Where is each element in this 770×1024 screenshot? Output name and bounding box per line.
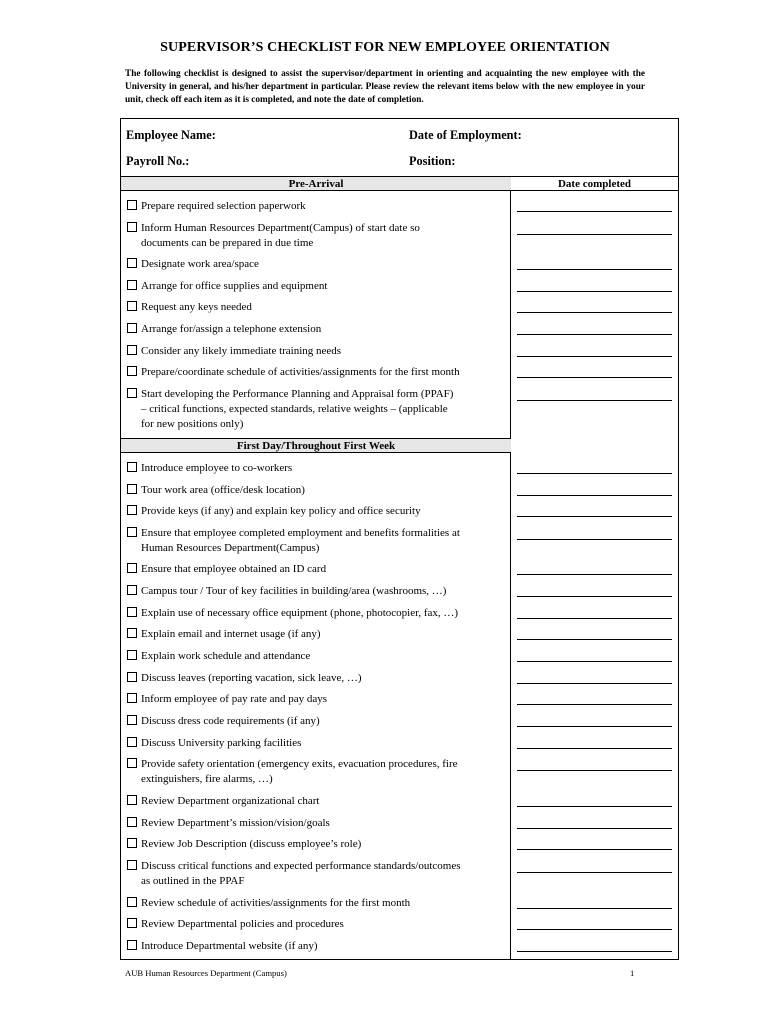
checkbox[interactable]: [127, 672, 137, 682]
checklist-item-text: Review Department organizational chart: [141, 795, 320, 807]
checklist-item-text: Discuss leaves (reporting vacation, sick leave, …): [141, 672, 362, 684]
checkbox[interactable]: [127, 280, 137, 290]
date-completed-field[interactable]: [517, 539, 672, 540]
date-completed-field[interactable]: [517, 400, 672, 401]
checklist-item: [127, 279, 507, 294]
checklist-item: [127, 627, 507, 642]
checklist-item: [127, 714, 507, 729]
date-completed-field[interactable]: [517, 211, 672, 212]
checkbox[interactable]: [127, 795, 137, 805]
checklist-item: [127, 322, 507, 337]
date-completed-header: Date completed: [511, 176, 678, 191]
checklist-item-text: Explain use of necessary office equipment (phone, photocopier, fax, …): [141, 607, 459, 619]
checklist-item-text: documents can be prepared in due time: [141, 237, 314, 249]
date-completed-field[interactable]: [517, 312, 672, 313]
checklist-item: [127, 757, 507, 787]
checkbox[interactable]: [127, 897, 137, 907]
checklist-item: [127, 692, 507, 707]
date-completed-field[interactable]: [517, 574, 672, 575]
date-completed-field[interactable]: [517, 618, 672, 619]
date-completed-field[interactable]: [517, 806, 672, 807]
date-completed-field[interactable]: [517, 291, 672, 292]
checkbox[interactable]: [127, 737, 137, 747]
checkbox[interactable]: [127, 366, 137, 376]
checkbox[interactable]: [127, 607, 137, 617]
date-completed-field[interactable]: [517, 872, 672, 873]
checkbox[interactable]: [127, 505, 137, 515]
checklist-item: [127, 344, 507, 359]
checklist-item-text: Discuss dress code requirements (if any): [141, 715, 320, 727]
checklist-item-text: as outlined in the PPAF: [141, 875, 245, 887]
date-completed-field[interactable]: [517, 473, 672, 474]
checkbox[interactable]: [127, 258, 137, 268]
checkbox[interactable]: [127, 693, 137, 703]
checkbox[interactable]: [127, 817, 137, 827]
date-completed-field[interactable]: [517, 908, 672, 909]
checklist-item: [127, 859, 507, 889]
checklist-item-text: extinguishers, fire alarms, …): [141, 773, 273, 785]
checklist-item: [127, 606, 507, 621]
date-completed-field[interactable]: [517, 596, 672, 597]
date-of-employment-label: Date of Employment:: [409, 128, 522, 142]
checklist-item-text: Inform Human Resources Department(Campus) of start date so: [141, 222, 420, 234]
date-completed-field[interactable]: [517, 828, 672, 829]
checklist-item: [127, 896, 507, 911]
checklist-item-text: Request any keys needed: [141, 301, 252, 313]
checkbox[interactable]: [127, 222, 137, 232]
footer-page-number: 1: [630, 968, 635, 978]
checklist-item-text: Prepare/coordinate schedule of activities/assignments for the first month: [141, 366, 460, 378]
checklist-item: [127, 365, 507, 380]
date-completed-field[interactable]: [517, 495, 672, 496]
document-title: SUPERVISOR’S CHECKLIST FOR NEW EMPLOYEE ORIENTATION: [160, 40, 610, 55]
date-completed-field[interactable]: [517, 726, 672, 727]
checkbox[interactable]: [127, 585, 137, 595]
checklist-item-text: Ensure that employee obtained an ID card: [141, 563, 327, 575]
checklist-item-text: for new positions only): [141, 418, 244, 430]
checklist-item-text: Introduce employee to co-workers: [141, 462, 293, 474]
date-completed-field[interactable]: [517, 929, 672, 930]
checkbox[interactable]: [127, 200, 137, 210]
checklist-item-text: Explain work schedule and attendance: [141, 650, 311, 662]
section-header: First Day/Throughout First Week: [121, 438, 511, 453]
checkbox[interactable]: [127, 323, 137, 333]
checklist-item-text: Inform employee of pay rate and pay days: [141, 693, 328, 705]
checklist-item-text: Provide safety orientation (emergency exits, evacuation procedures, fire: [141, 758, 458, 770]
date-completed-field[interactable]: [517, 849, 672, 850]
checklist-item-text: Discuss University parking facilities: [141, 737, 302, 749]
checklist-item: [127, 584, 507, 599]
checkbox[interactable]: [127, 484, 137, 494]
checklist-item-text: Review Departmental policies and procedures: [141, 918, 344, 930]
checklist-item-text: – critical functions, expected standards, relative weights – (applicable: [141, 403, 448, 415]
date-completed-field[interactable]: [517, 748, 672, 749]
date-completed-field[interactable]: [517, 516, 672, 517]
checklist-item: [127, 649, 507, 664]
date-completed-field[interactable]: [517, 639, 672, 640]
checklist-item-text: Provide keys (if any) and explain key policy and office security: [141, 505, 421, 517]
checkbox[interactable]: [127, 563, 137, 573]
date-completed-field[interactable]: [517, 661, 672, 662]
date-completed-field[interactable]: [517, 770, 672, 771]
date-completed-field[interactable]: [517, 356, 672, 357]
checklist-item: [127, 794, 507, 809]
checklist-item: [127, 199, 507, 214]
checkbox[interactable]: [127, 918, 137, 928]
checklist-item-text: Review Job Description (discuss employee’s role): [141, 838, 362, 850]
checkbox[interactable]: [127, 388, 137, 398]
checklist-item: [127, 939, 507, 954]
checklist-item-text: Introduce Departmental website (if any): [141, 940, 318, 952]
date-completed-field[interactable]: [517, 269, 672, 270]
date-completed-field[interactable]: [517, 377, 672, 378]
date-completed-field[interactable]: [517, 951, 672, 952]
column-divider: [510, 176, 511, 959]
checklist-item: [127, 221, 507, 251]
checklist-item: [127, 461, 507, 476]
checklist-item: [127, 917, 507, 932]
checkbox[interactable]: [127, 462, 137, 472]
checkbox[interactable]: [127, 345, 137, 355]
checklist-item-text: Human Resources Department(Campus): [141, 542, 320, 554]
checklist-item: [127, 736, 507, 751]
checkbox[interactable]: [127, 301, 137, 311]
checkbox[interactable]: [127, 860, 137, 870]
checklist-item: [127, 483, 507, 498]
checkbox[interactable]: [127, 715, 137, 725]
checklist-item-text: Consider any likely immediate training needs: [141, 345, 342, 357]
checklist-item: [127, 504, 507, 519]
intro-paragraph: The following checklist is designed to assist the supervisor/department in orienting and acquainting the new employee with the University in general, and his/her department in particular. Please review the relevant items below with the new employee in your unit, check off each item as it is completed, and note the date of completion.: [125, 69, 645, 106]
checkbox[interactable]: [127, 838, 137, 848]
payroll-no-label: Payroll No.:: [126, 154, 190, 168]
checklist-item-text: Prepare required selection paperwork: [141, 200, 306, 212]
checklist-item-text: Arrange for office supplies and equipment: [141, 280, 328, 292]
checklist-item: [127, 300, 507, 315]
date-completed-field[interactable]: [517, 234, 672, 235]
checklist-item-text: Start developing the Performance Planning and Appraisal form (PPAF): [141, 388, 454, 400]
checkbox[interactable]: [127, 628, 137, 638]
position-label: Position:: [409, 154, 456, 168]
date-completed-field[interactable]: [517, 683, 672, 684]
checklist-item-text: Arrange for/assign a telephone extension: [141, 323, 322, 335]
checkbox[interactable]: [127, 758, 137, 768]
footer-department: AUB Human Resources Department (Campus): [125, 968, 287, 978]
checklist-item-text: Review Department’s mission/vision/goals: [141, 817, 330, 829]
checklist-item: [127, 526, 507, 556]
checklist-item-text: Designate work area/space: [141, 258, 259, 270]
checklist-item: [127, 816, 507, 831]
checklist-item: [127, 562, 507, 577]
checklist-item-text: Review schedule of activities/assignments for the first month: [141, 897, 411, 909]
checklist-item-text: Explain email and internet usage (if any): [141, 628, 321, 640]
checklist-item-text: Tour work area (office/desk location): [141, 484, 305, 496]
section-header: Pre-Arrival: [121, 176, 511, 191]
checklist-form: [120, 118, 679, 960]
employee-name-label: Employee Name:: [126, 128, 216, 142]
checklist-item-text: Discuss critical functions and expected performance standards/outcomes: [141, 860, 461, 872]
checklist-item: [127, 837, 507, 852]
checklist-item: [127, 671, 507, 686]
checkbox[interactable]: [127, 527, 137, 537]
date-completed-field[interactable]: [517, 704, 672, 705]
checklist-item-text: Campus tour / Tour of key facilities in building/area (washrooms, …): [141, 585, 447, 597]
checklist-item-text: Ensure that employee completed employment and benefits formalities at: [141, 527, 460, 539]
checkbox[interactable]: [127, 650, 137, 660]
checklist-item: [127, 257, 507, 272]
checklist-item: [127, 387, 507, 432]
checkbox[interactable]: [127, 940, 137, 950]
date-completed-field[interactable]: [517, 334, 672, 335]
